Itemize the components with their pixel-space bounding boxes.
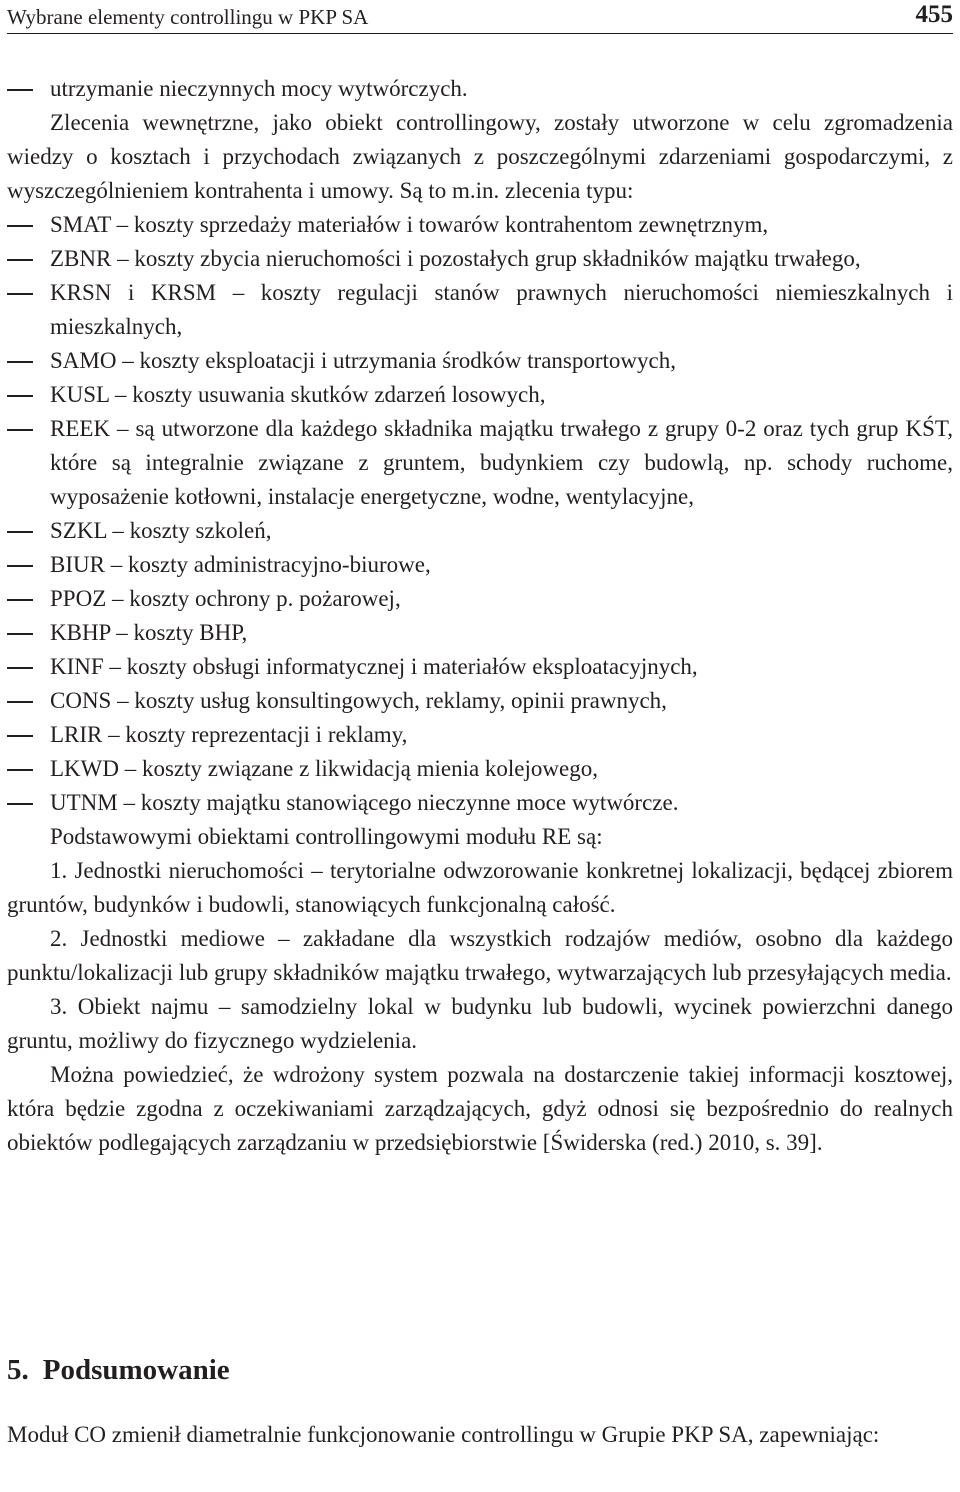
list-item: ZBNR – koszty zbycia nieruchomości i pozostałych grup składników majątku trwałego, — [7, 242, 953, 276]
order-types-list — [7, 208, 953, 820]
paragraph-orders: Zlecenia wewnętrzne, jako obiekt controllingowy, zostały utworzone w celu zgromadzenia wiedzy o kosztach i przychodach związanych z poszczególnymi zdarzeniami gospodarczymi, z wyszczególnieniem kontrahenta i umowy. Są to m.in. zlecenia typu: — [7, 110, 953, 203]
list-item: utrzymanie nieczynnych mocy wytwórczych. — [7, 72, 953, 106]
running-title: Wybrane elementy controllingu w PKP SA — [7, 5, 369, 29]
list-item: KRSN i KRSM – koszty regulacji stanów prawnych nieruchomości niemieszkalnych i mieszkalnych, — [7, 276, 953, 344]
list-item: SMAT – koszty sprzedaży materiałów i towarów kontrahentom zewnętrznym, — [7, 208, 953, 242]
list-item: CONS – koszty usług konsultingowych, reklamy, opinii prawnych, — [7, 684, 953, 718]
page-number: 455 — [915, 1, 953, 28]
paragraph-conclusion: Można powiedzieć, że wdrożony system pozwala na dostarczenie takiej informacji kosztowej, która będzie zgodna z oczekiwaniami zarządzających, gdyż odnosi się bezpośrednio do realnych obiektów podlegających zarządzaniu w przedsiębiorstwie [Świderska (red.) 2010, s. 39]. — [7, 1062, 953, 1155]
list-item: KINF – koszty obsługi informatycznej i materiałów eksploatacyjnych, — [7, 650, 953, 684]
object-item: 2. Jednostki mediowe – zakładane dla wszystkich rodzajów mediów, osobno dla każdego punktu/lokalizacji lub grupy składników majątku trwałego, wytwarzających lub przesyłających media. — [7, 926, 953, 985]
list-item: REEK – są utworzone dla każdego składnika majątku trwałego z grupy 0-2 oraz tych grup KŚT, które są integralnie związane z gruntem, budynkiem czy budowlą, np. schody ruchome, wyposażenie kotłowni, instalacje energetyczne, wodne, wentylacyjne, — [7, 412, 953, 514]
list-item: BIUR – koszty administracyjno-biurowe, — [7, 548, 953, 582]
list-item: PPOZ – koszty ochrony p. pożarowej, — [7, 582, 953, 616]
body-text — [7, 72, 953, 1160]
object-item: 3. Obiekt najmu – samodzielny lokal w budynku lub budowli, wycinek powierzchni danego gruntu, możliwy do fizycznego wydzielenia. — [7, 994, 953, 1053]
list-item: SAMO – koszty eksploatacji i utrzymania środków transportowych, — [7, 344, 953, 378]
objects-intro: Podstawowymi obiektami controllingowymi modułu RE są: — [50, 824, 603, 849]
section-number: 5. — [7, 1354, 29, 1386]
section-title: Podsumowanie — [42, 1354, 230, 1386]
list-item: KBHP – koszty BHP, — [7, 616, 953, 650]
paragraph-summary: Moduł CO zmienił diametralnie funkcjonowanie controllingu w Grupie PKP SA, zapewniając: — [7, 1422, 880, 1447]
list-item: KUSL – koszty usuwania skutków zdarzeń losowych, — [7, 378, 953, 412]
object-item: 1. Jednostki nieruchomości – terytorialne odwzorowanie konkretnej lokalizacji, będącej zbiorem gruntów, budynków i budowli, stanowiących funkcjonalną całość. — [7, 858, 953, 917]
list-item: LRIR – koszty reprezentacji i reklamy, — [7, 718, 953, 752]
list-item: SZKL – koszty szkoleń, — [7, 514, 953, 548]
section-heading — [7, 1352, 230, 1388]
running-header — [7, 0, 953, 34]
list-item: UTNM – koszty majątku stanowiącego nieczynne moce wytwórcze. — [7, 786, 953, 820]
list-item: LKWD – koszty związane z likwidacją mienia kolejowego, — [7, 752, 953, 786]
